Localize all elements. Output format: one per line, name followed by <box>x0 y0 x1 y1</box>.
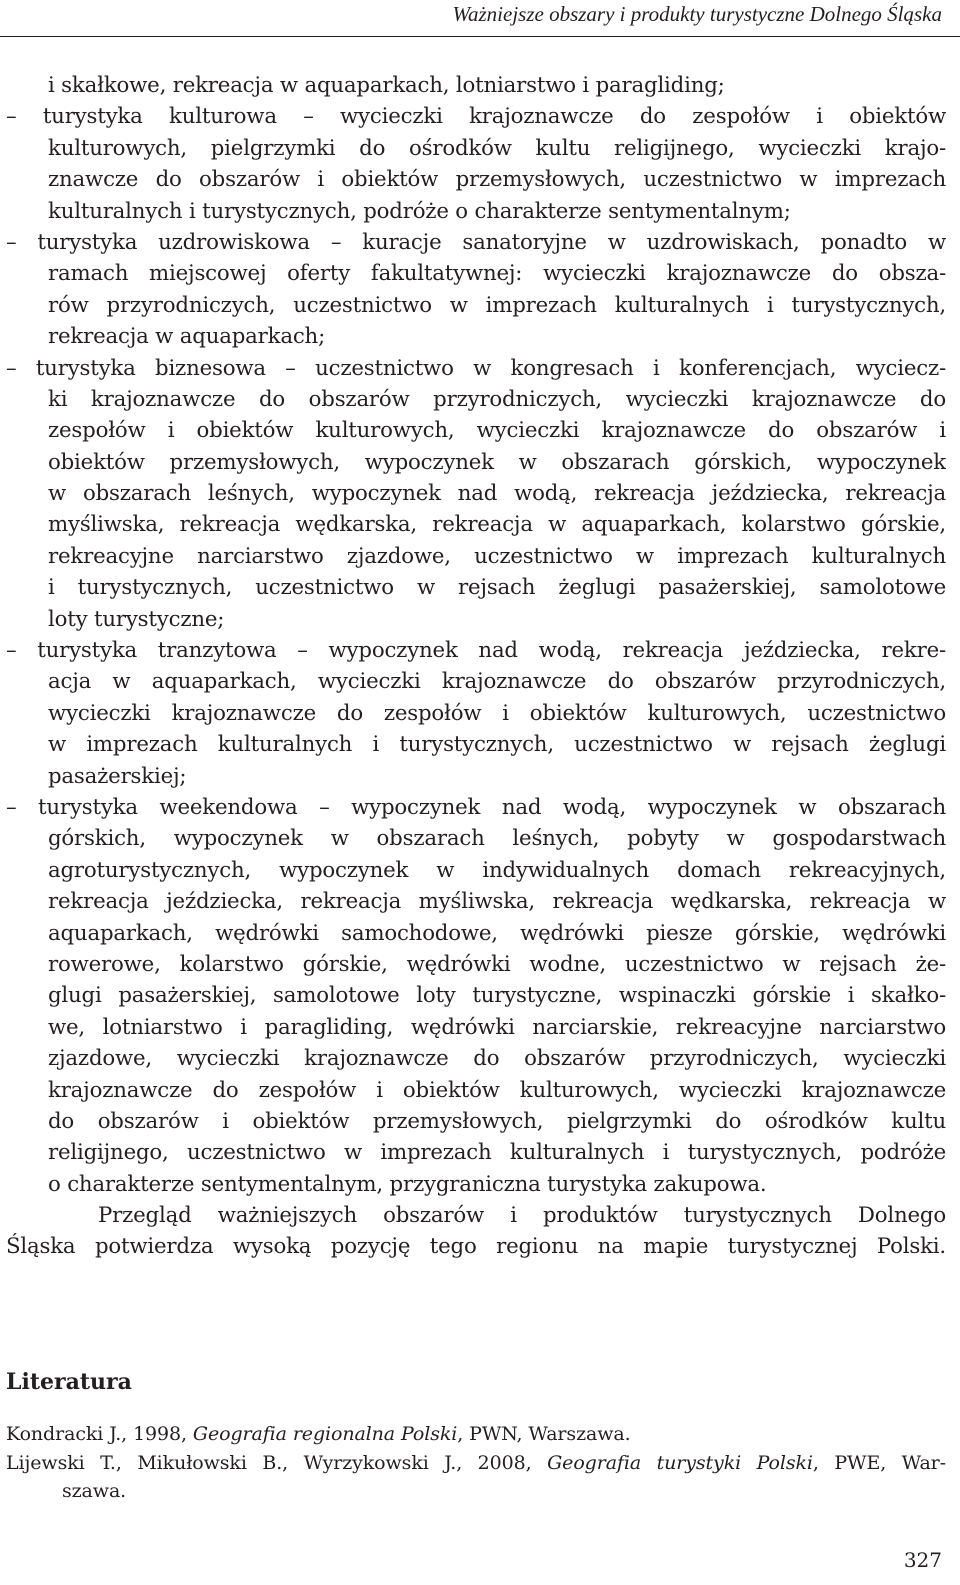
header-rule <box>0 36 960 37</box>
text-line: znawcze do obszarów i obiektów przemysłowych, uczestnictwo w imprezach <box>48 167 946 193</box>
text-line: myśliwska, rekreacja wędkarska, rekreacja w aquaparkach, kolarstwo górskie, <box>48 512 946 538</box>
text-line: i skałkowe, rekreacja w aquaparkach, lotniarstwo i paragliding; <box>48 73 725 98</box>
page-number: 327 <box>903 1548 942 1572</box>
list-item-weekendowa: – turystyka weekendowa – wypoczynek nad wodą, wypoczynek w obszarach <box>6 794 946 820</box>
list-item-tranzytowa: – turystyka tranzytowa – wypoczynek nad wodą, rekreacja jeździecka, rekre- <box>6 638 946 664</box>
reference-list <box>6 1420 946 1506</box>
text-line: loty turystyczne; <box>48 606 225 632</box>
text-line: zjazdowe, wycieczki krajoznawcze do obszarów przyrodniczych, wycieczki <box>48 1046 946 1072</box>
list-item-biznesowa: – turystyka biznesowa – uczestnictwo w kongresach i konferencjach, wyciecz- <box>6 355 946 381</box>
text-line: Śląska potwierdza wysoką pozycję tego regionu na mapie turystycznej Polski. <box>6 1234 946 1260</box>
running-header: Ważniejsze obszary i produkty turystyczne Dolnego Śląska <box>452 2 942 26</box>
literature-heading: Literatura <box>6 1369 132 1395</box>
summary-paragraph: Przegląd ważniejszych obszarów i produktów turystycznych Dolnego <box>98 1203 946 1229</box>
text-line: rekreacja jeździecka, rekreacja myśliwska, rekreacja wędkarska, rekreacja w <box>48 889 946 915</box>
text-line: rowerowe, kolarstwo górskie, wędrówki wodne, uczestnictwo w rejsach że- <box>48 951 946 977</box>
text-line: glugi pasażerskiej, samolotowe loty turystyczne, wspinaczki górskie i skałko- <box>48 983 946 1009</box>
text-line: rekreacja w aquaparkach; <box>48 324 326 350</box>
text-line: o charakterze sentymentalnym, przygraniczna turystyka zakupowa. <box>48 1171 767 1197</box>
text-line: zespołów i obiektów kulturowych, wycieczki krajoznawcze do obszarów i <box>48 418 946 444</box>
text-line: górskich, wypoczynek w obszarach leśnych, pobyty w gospodarstwach <box>48 826 946 852</box>
text-line: pasażerskiej; <box>48 763 187 789</box>
reference-item <box>6 1420 946 1449</box>
text-line: w imprezach kulturalnych i turystycznych, uczestnictwo w rejsach żeglugi <box>48 732 946 758</box>
reference-item <box>6 1449 946 1478</box>
reference-authors: Kondracki J., 1998, <box>6 1423 193 1445</box>
text-line: ki krajoznawcze do obszarów przyrodniczych, wycieczki krajoznawcze do <box>48 386 946 412</box>
text-line: religijnego, uczestnictwo w imprezach kulturalnych i turystycznych, podróże <box>48 1140 946 1166</box>
text-line: ramach miejscowej oferty fakultatywnej: wycieczki krajoznawcze do obsza- <box>48 261 946 287</box>
main-text <box>6 70 946 1263</box>
text-line: kulturowych, pielgrzymki do ośrodków kultu religijnego, wycieczki krajo- <box>48 135 946 161</box>
text-line: rekreacyjne narciarstwo zjazdowe, uczestnictwo w imprezach kulturalnych <box>48 543 946 569</box>
text-line: w obszarach leśnych, wypoczynek nad wodą, rekreacja jeździecka, rekreacja <box>48 481 946 507</box>
text-line: we, lotniarstwo i paragliding, wędrówki narciarskie, rekreacyjne narciarstwo <box>48 1014 946 1040</box>
reference-continuation: szawa. <box>62 1480 127 1502</box>
text-line: obiektów przemysłowych, wypoczynek w obszarach górskich, wypoczynek <box>48 449 946 475</box>
text-line: i turystycznych, uczestnictwo w rejsach żeglugi pasażerskiej, samolotowe <box>48 575 946 601</box>
text-line: do obszarów i obiektów przemysłowych, pielgrzymki do ośrodków kultu <box>48 1108 946 1134</box>
text-line: wycieczki krajoznawcze do zespołów i obiektów kulturowych, uczestnictwo <box>48 700 946 726</box>
text-line: aquaparkach, wędrówki samochodowe, wędrówki piesze górskie, wędrówki <box>48 920 946 946</box>
list-item-uzdrowiskowa: – turystyka uzdrowiskowa – kuracje sanatoryjne w uzdrowiskach, ponadto w <box>6 229 946 255</box>
text-line: acja w aquaparkach, wycieczki krajoznawcze do obszarów przyrodniczych, <box>48 669 946 695</box>
text-line: agroturystycznych, wypoczynek w indywidualnych domach rekreacyjnych, <box>48 857 946 883</box>
list-item-kulturowa: – turystyka kulturowa – wycieczki krajoznawcze do zespołów i obiektów <box>6 104 946 130</box>
reference-title: Geografia turystyki Polski <box>547 1451 813 1474</box>
reference-authors: Lijewski T., Mikułowski B., Wyrzykowski J., 2008, <box>6 1451 548 1474</box>
reference-publisher: , PWN, Warszawa. <box>457 1423 631 1445</box>
reference-publisher: , PWE, War- <box>812 1451 946 1474</box>
text-line: krajoznawcze do zespołów i obiektów kulturowych, wycieczki krajoznawcze <box>48 1077 946 1103</box>
reference-title: Geografia regionalna Polski <box>192 1423 458 1445</box>
text-line: rów przyrodniczych, uczestnictwo w imprezach kulturalnych i turystycznych, <box>48 292 946 318</box>
text-line: kulturalnych i turystycznych, podróże o charakterze sentymentalnym; <box>48 198 791 224</box>
